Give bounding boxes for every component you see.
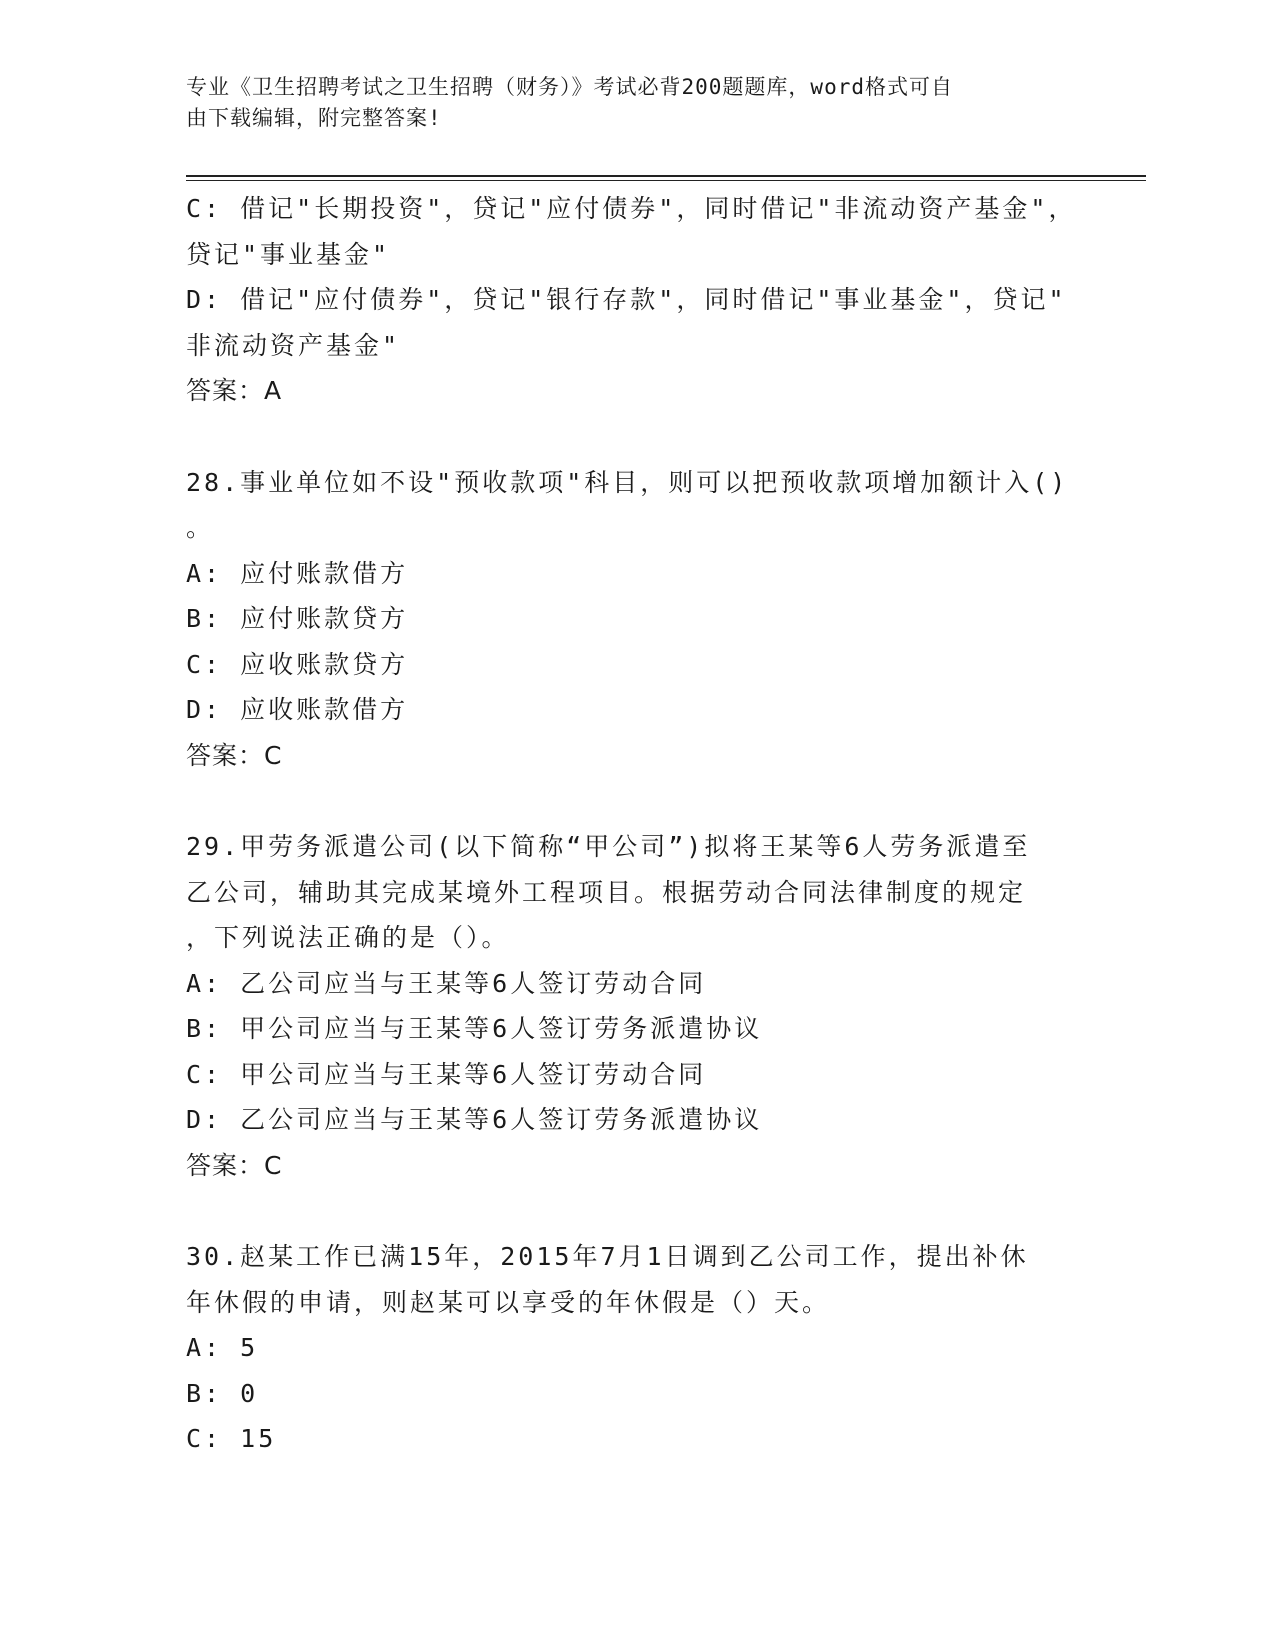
option-b: B: 应付账款贷方 — [186, 604, 409, 633]
question-28 — [186, 460, 1069, 779]
question-stem-line-1: 28.事业单位如不设"预收款项"科目，则可以把预收款项增加额计入() — [186, 467, 1069, 497]
option-c: C: 甲公司应当与王某等6人签订劳动合同 — [186, 1059, 707, 1089]
option-d-line-1: D: 借记"应付债券"，贷记"银行存款"，同时借记"事业基金"，贷记" — [186, 285, 1067, 314]
option-d: D: 乙公司应当与王某等6人签订劳务派遣协议 — [186, 1105, 763, 1134]
header-title-line-1: 专业《卫生招聘考试之卫生招聘（财务）》考试必背200题题库，word格式可自 — [186, 75, 953, 99]
question-stem-line-2: 乙公司，辅助其完成某境外工程项目。根据劳动合同法律制度的规定 — [186, 877, 1027, 907]
option-a: A: 5 — [186, 1333, 259, 1362]
question-stem-line-1: 30.赵某工作已满15年，2015年7月1日调到乙公司工作，提出补休 — [186, 1242, 1029, 1271]
option-b: B: 甲公司应当与王某等6人签订劳务派遣协议 — [186, 1014, 763, 1043]
document-header — [186, 72, 1066, 134]
header-divider-thick — [186, 175, 1146, 177]
question-content — [186, 186, 1077, 1462]
option-d-line-2: 非流动资产基金" — [186, 330, 401, 360]
option-c-line-1: C: 借记"长期投资"，贷记"应付债券"，同时借记"非流动资产基金"， — [186, 194, 1077, 223]
answer-line: 答案：C — [186, 1150, 283, 1180]
option-b: B: 0 — [186, 1378, 259, 1408]
question-gap — [186, 1188, 1066, 1234]
option-a: A: 乙公司应当与王某等6人签订劳动合同 — [186, 968, 707, 998]
option-c: C: 应收账款贷方 — [186, 649, 409, 679]
header-title-line-2: 由下载编辑，附完整答案! — [186, 106, 442, 130]
question-stem-line-3: ，下列说法正确的是（）。 — [186, 923, 510, 952]
option-d: D: 应收账款借方 — [186, 695, 409, 724]
question-stem-line-1: 29.甲劳务派遣公司(以下简称“甲公司”)拟将王某等6人劳务派遣至 — [186, 832, 1031, 861]
question-gap — [186, 778, 1066, 824]
header-divider-thin — [186, 180, 1146, 181]
option-c-line-2: 贷记"事业基金" — [186, 239, 391, 269]
question-gap — [186, 414, 1066, 460]
option-a: A: 应付账款借方 — [186, 558, 409, 588]
question-30 — [186, 1234, 1066, 1462]
option-c: C: 15 — [186, 1424, 277, 1453]
question-stem-line-2: 年休假的申请，则赵某可以享受的年休假是（）天。 — [186, 1287, 831, 1317]
answer-line: 答案：A — [186, 376, 283, 405]
answer-line: 答案：C — [186, 740, 283, 770]
question-stem-line-2: 。 — [186, 513, 215, 542]
question-27-tail — [186, 186, 1077, 414]
question-29 — [186, 824, 1066, 1188]
